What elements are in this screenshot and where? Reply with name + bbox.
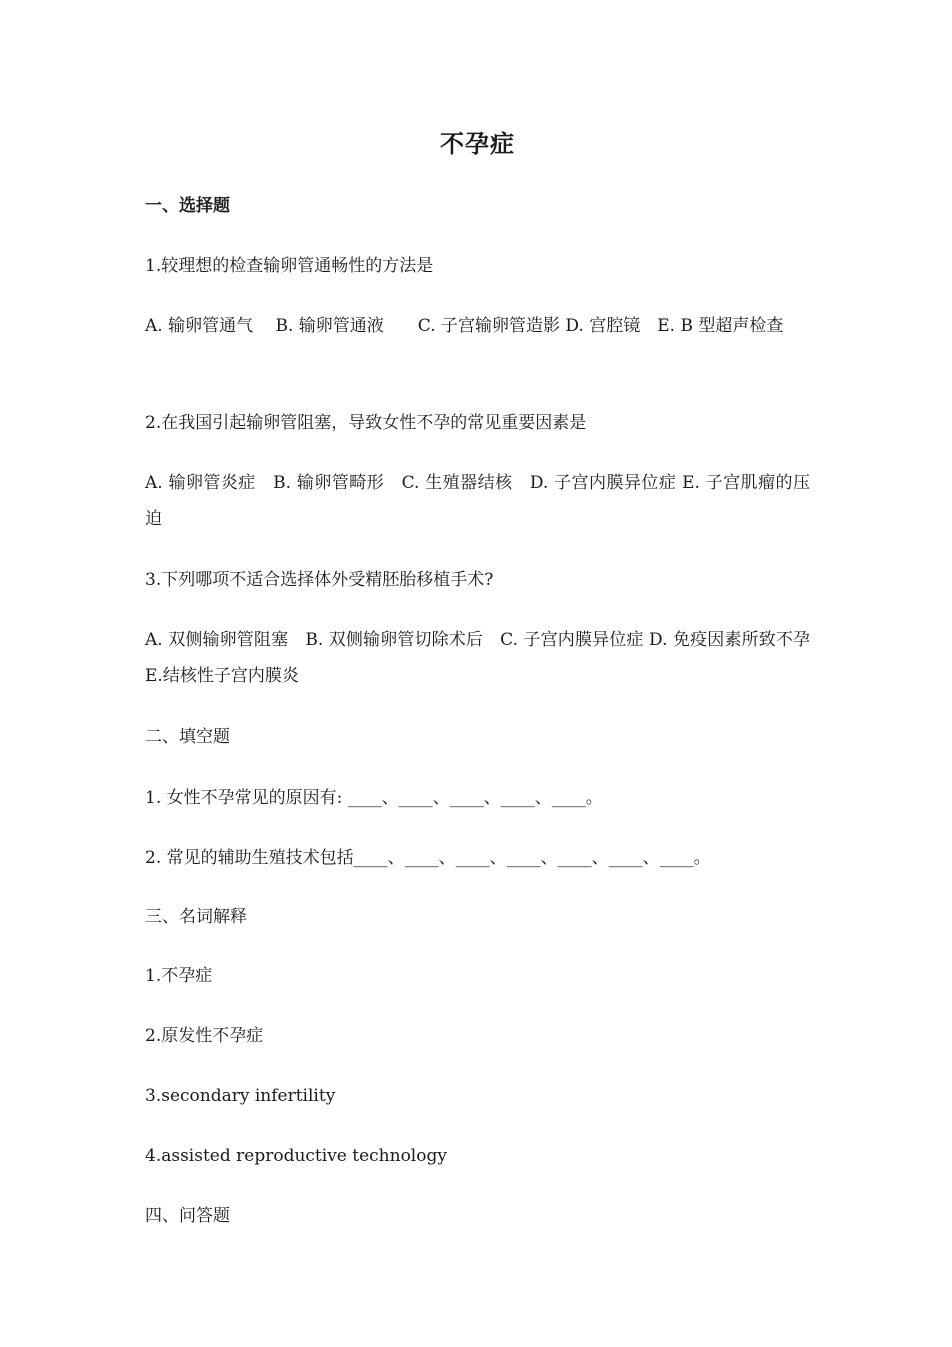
term-item: 3.secondary infertility xyxy=(145,1086,336,1106)
question-1-stem: 1.较理想的检查输卵管通畅性的方法是 xyxy=(145,256,434,276)
fill-question-2: 2. 常见的辅助生殖技术包括____、____、____、____、____、____、____。 xyxy=(145,848,711,868)
fill-question-1: 1. 女性不孕常见的原因有: ____、____、____、____、____。 xyxy=(145,788,603,808)
term-item: 4.assisted reproductive technology xyxy=(145,1146,447,1166)
question-2-stem: 2.在我国引起输卵管阻塞，导致女性不孕的常见重要因素是 xyxy=(145,413,587,433)
section-heading-fill: 二、填空题 xyxy=(145,727,230,747)
question-3-stem: 3.下列哪项不适合选择体外受精胚胎移植手术? xyxy=(145,570,494,590)
question-3-options: A. 双侧输卵管阻塞 B. 双侧输卵管切除术后 C. 子宫内膜异位症 D. 免疫因素所致不孕 E.结核性子宫内膜炎 xyxy=(145,630,827,686)
question-1-options: A. 输卵管通气 B. 输卵管通液 C. 子宫输卵管造影 D. 宫腔镜 E. B 型超声检查 xyxy=(145,316,784,336)
question-2-options: A. 输卵管炎症 B. 输卵管畸形 C. 生殖器结核 D. 子宫内膜异位症 E. 子宫肌瘤的压迫 xyxy=(145,473,810,529)
document-title: 不孕症 xyxy=(440,130,515,158)
section-heading-choice: 一、选择题 xyxy=(145,196,230,216)
term-item: 1.不孕症 xyxy=(145,966,213,986)
term-item: 2.原发性不孕症 xyxy=(145,1026,264,1046)
section-heading-terms: 三、名词解释 xyxy=(145,907,247,927)
section-heading-qa: 四、问答题 xyxy=(145,1206,230,1226)
